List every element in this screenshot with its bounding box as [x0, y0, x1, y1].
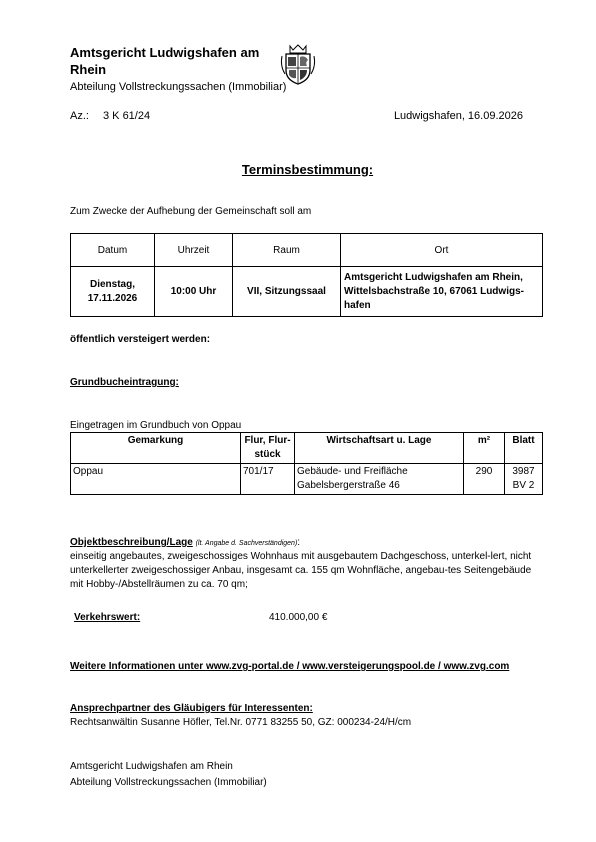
market-value-label: Verkehrswert: — [74, 612, 141, 623]
land-register-intro: Eingetragen im Grundbuch von Oppau — [70, 420, 242, 431]
coat-of-arms-icon — [278, 42, 318, 86]
table-row — [71, 464, 543, 495]
case-reference-label: Az.: — [70, 110, 89, 122]
case-reference-value: 3 K 61/24 — [103, 110, 151, 122]
court-name: Amtsgericht Ludwigshafen am Rhein — [70, 45, 260, 77]
footer-department: Abteilung Vollstreckungssachen (Immobiliar) — [70, 777, 267, 788]
footer-court: Amtsgericht Ludwigshafen am Rhein — [70, 761, 233, 772]
header-cell: Raum — [233, 234, 341, 267]
market-value: 410.000,00 € — [269, 612, 328, 623]
object-heading-note: (lt. Angabe d. Sachverständigen) — [195, 540, 298, 547]
document-title: Terminsbestimmung: — [241, 162, 374, 177]
header-cell: Uhrzeit — [155, 234, 233, 267]
contact-heading: Ansprechpartner des Gläubigers für Interessenten: — [70, 703, 313, 714]
footer — [70, 759, 267, 791]
header-cell: Gemarkung — [71, 433, 241, 464]
object-heading-label: Objektbeschreibung/Lage — [70, 537, 193, 548]
more-info-links[interactable]: Weitere Informationen unter www.zvg-portal.de / www.versteigerungspool.de / www.zvg.com — [70, 661, 510, 672]
wirtschaftsart-cell: Gebäude- und Freifläche Gabelsbergerstraße 46 — [295, 464, 464, 495]
table-header-row — [71, 234, 543, 267]
header-cell: Wirtschaftsart u. Lage — [295, 433, 464, 464]
appointment-date: Dienstag, 17.11.2026 — [71, 267, 155, 317]
contact-text: Rechtsanwältin Susanne Höfler, Tel.Nr. 0771 83255 50, GZ: 000234-24/H/cm — [70, 717, 412, 728]
area-cell: 290 — [464, 464, 505, 495]
auction-text: öffentlich versteigert werden: — [70, 334, 211, 345]
header-cell: Ort — [341, 234, 543, 267]
appointment-table — [70, 233, 543, 317]
land-register-table — [70, 432, 543, 495]
case-reference — [70, 110, 150, 122]
appointment-time: 10:00 Uhr — [155, 267, 233, 317]
place-date: Ludwigshafen, 16.09.2026 — [393, 110, 523, 122]
blatt-cell: 3987 BV 2 — [505, 464, 543, 495]
flurstueck-cell: 701/17 — [241, 464, 295, 495]
table-row — [71, 267, 543, 317]
gemarkung-cell: Oppau — [71, 464, 241, 495]
header-cell: Datum — [71, 234, 155, 267]
appointment-room: VII, Sitzungssaal — [233, 267, 341, 317]
land-register-heading: Grundbucheintragung: — [70, 377, 179, 388]
header-cell: m² — [464, 433, 505, 464]
object-description: einseitig angebautes, zweigeschossiges Wohnhaus mit ausgebautem Dachgeschoss, unterkel-lert, nicht unterkellerter zweigeschossiger Anbau, insgesamt ca. 155 qm Wohnfläche, angebau-tes Seitengebäude mit Hobby-/Abstellräumen zu ca. 70 qm; — [70, 551, 532, 590]
intro-text: Zum Zwecke der Aufhebung der Gemeinschaft soll am — [70, 206, 312, 217]
header-cell: Blatt — [505, 433, 543, 464]
department-name: Abteilung Vollstreckungssachen (Immobiliar) — [70, 81, 287, 93]
appointment-location: Amtsgericht Ludwigshafen am Rhein, Wittelsbachstraße 10, 67061 Ludwigs-hafen — [341, 267, 543, 317]
object-heading — [70, 537, 300, 548]
header-cell: Flur, Flur-stück — [241, 433, 295, 464]
table-header-row — [71, 433, 543, 464]
object-heading-colon: : — [297, 537, 301, 548]
